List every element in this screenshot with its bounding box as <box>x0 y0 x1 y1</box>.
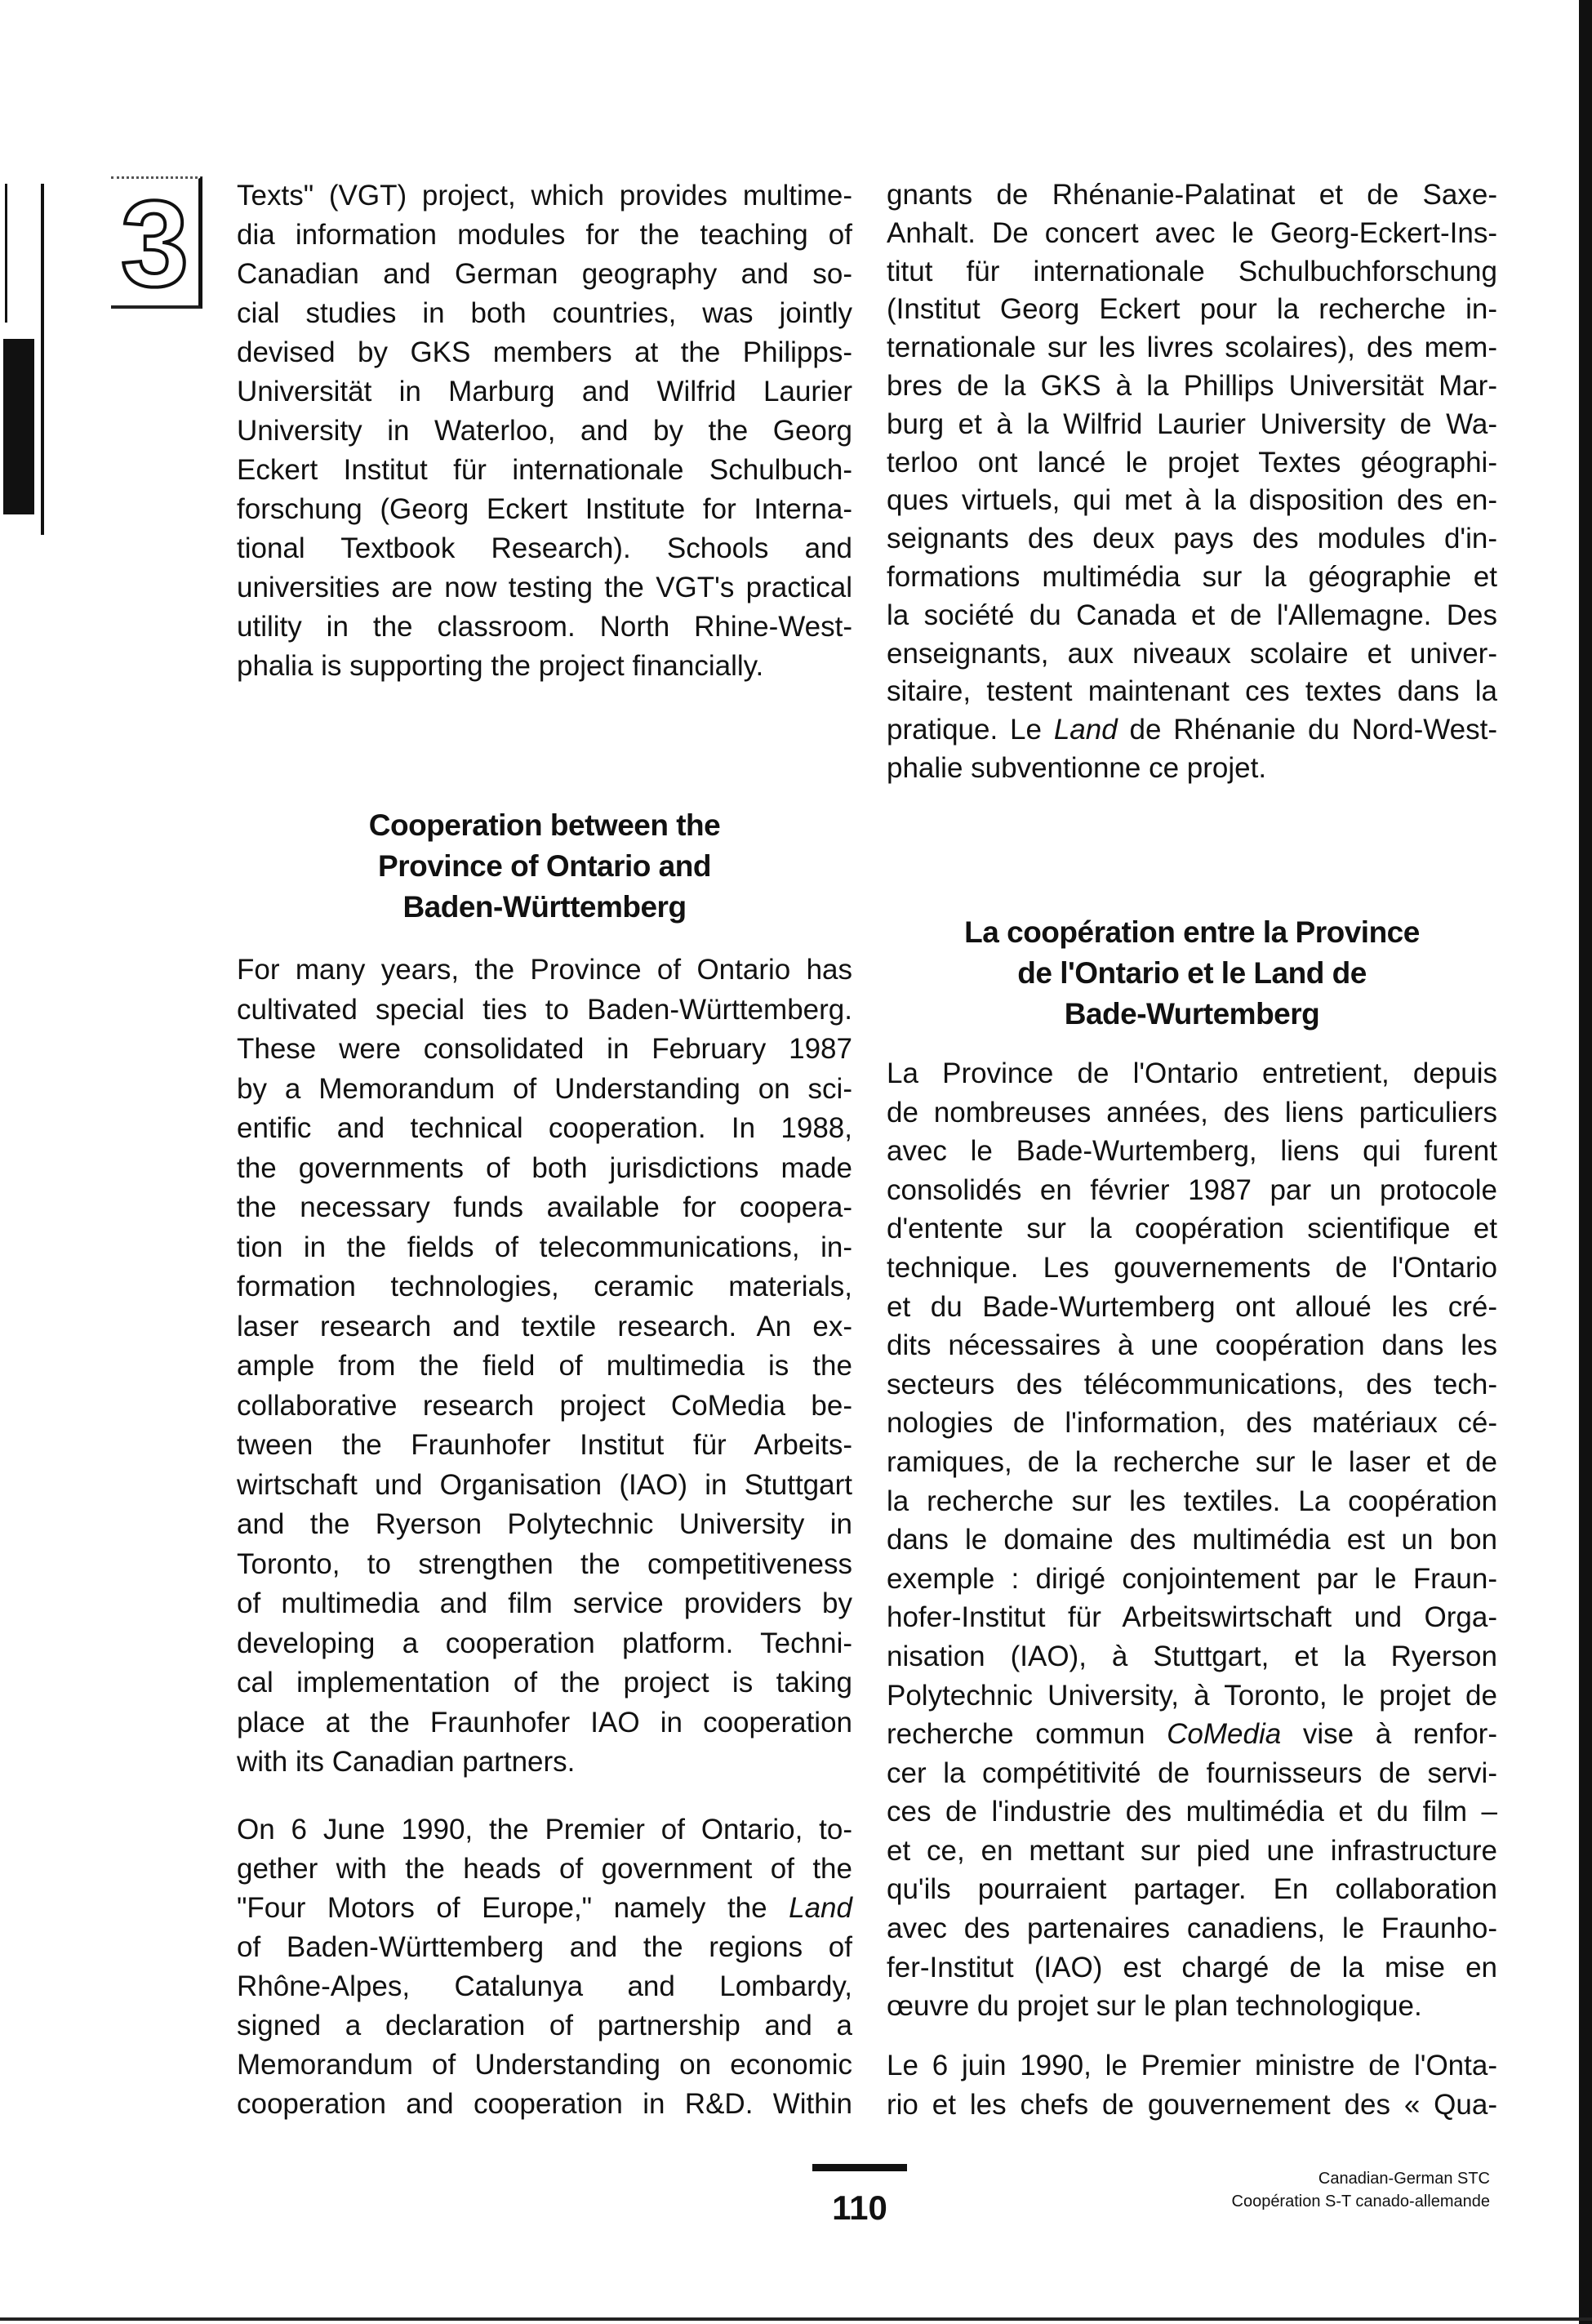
heading-line: Province of Ontario and <box>378 849 711 883</box>
text-line: dans le domaine des multimédia est un bon <box>887 1524 1497 1556</box>
text-line <box>887 1715 1497 1754</box>
text-line: phalie subventionne ce projet. <box>887 751 1267 784</box>
text-line: exemple : dirigé conjointement par le Fraun- <box>887 1562 1497 1595</box>
scan-margin-line <box>41 184 44 535</box>
text-line: On 6 June 1990, the Premier of Ontario, to- <box>237 1814 852 1845</box>
text-line: Memorandum of Understanding on economic <box>237 2049 852 2081</box>
text-line: laser research and textile research. An ex- <box>237 1310 852 1342</box>
text-line: cultivated special ties to Baden-Württemberg. <box>237 993 852 1026</box>
text-line: avec des partenaires canadiens, le Fraunho- <box>887 1912 1497 1945</box>
text-line: phalia is supporting the project financially. <box>237 650 764 682</box>
text-line: fer-Institut (IAO) est chargé de la mise en <box>887 1951 1497 1983</box>
text-line: cial studies in both countries, was jointly <box>237 297 852 329</box>
text-line: University in Waterloo, and by the Georg <box>237 415 852 447</box>
text-line: avec le Bade-Wurtemberg, liens qui furent <box>887 1135 1497 1168</box>
text-line: de nombreuses années, des liens particuliers <box>887 1096 1497 1129</box>
text-line: bres de la GKS à la Phillips Universität Mar- <box>887 369 1497 402</box>
text-line: terloo ont lancé le projet Textes géographi- <box>887 446 1497 479</box>
text-line: forschung (Georg Eckert Institute for Interna- <box>237 493 852 525</box>
text-line: dits nécessaires à une coopération dans les <box>887 1329 1497 1362</box>
text-line: universities are now testing the VGT's practical <box>237 572 852 603</box>
text-line <box>237 1889 852 1928</box>
text-line: of Baden-Württemberg and the regions of <box>237 1931 852 1963</box>
text-line: place at the Fraunhofer IAO in cooperation <box>237 1706 852 1739</box>
running-footer <box>1232 2167 1491 2213</box>
text-line: burg et à la Wilfrid Laurier University de Wa- <box>887 407 1497 440</box>
chapter-marker <box>111 175 202 312</box>
text-line: Canadian and German geography and so- <box>237 258 852 290</box>
text-line: tween the Fraunhofer Institut für Arbeits- <box>237 1429 852 1461</box>
page-number: 110 <box>832 2188 887 2227</box>
text-line: ques virtuels, qui met à la disposition des en- <box>887 484 1497 517</box>
heading-line: Cooperation between the <box>368 808 721 842</box>
heading-line: Baden-Württemberg <box>402 890 687 924</box>
text-line: wirtschaft und Organisation (IAO) in Stuttgart <box>237 1468 852 1501</box>
text-line: formation technologies, ceramic materials, <box>237 1271 852 1302</box>
text-line: (Institut Georg Eckert pour la recherche in- <box>887 293 1497 326</box>
text-line: Toronto, to strengthen the competitiveness <box>237 1547 852 1580</box>
english-paragraph-four-motors <box>237 1810 852 2124</box>
text-line: ramiques, de la recherche sur le laser et de <box>887 1445 1497 1478</box>
text-line: signed a declaration of partnership and a <box>237 2010 852 2041</box>
text-line: by a Memorandum of Understanding on sci- <box>237 1072 852 1105</box>
text-line: consolidés en février 1987 par un protocole <box>887 1173 1497 1206</box>
text-segment: de Rhénanie du Nord-West- <box>1117 714 1497 746</box>
text-line: Polytechnic University, à Toronto, le projet de <box>887 1679 1497 1712</box>
text-line: tional Textbook Research). Schools and <box>237 532 852 564</box>
text-line: devised by GKS members at the Philipps- <box>237 336 852 368</box>
text-line: Le 6 juin 1990, le Premier ministre de l'Onta- <box>887 2050 1497 2081</box>
french-paragraph-vgt <box>887 176 1497 788</box>
heading-line: de l'Ontario et le Land de <box>1017 956 1367 990</box>
french-paragraph-quatre-moteurs <box>887 2046 1497 2124</box>
scan-margin-line <box>5 184 7 323</box>
text-line: formations multimédia sur la géographie et <box>887 560 1497 593</box>
scan-edge-right <box>1579 0 1592 2324</box>
running-title-fr: Coopération S-T canado-allemande <box>1231 2193 1490 2210</box>
text-line: enseignants, aux niveaux scolaire et univer- <box>887 637 1497 670</box>
text-segment: pratique. Le <box>887 714 1054 746</box>
text-line: nisation (IAO), à Stuttgart, et la Ryerson <box>887 1640 1497 1672</box>
text-line: Eckert Institut für internationale Schulbuch- <box>237 454 852 486</box>
text-line: and the Ryerson Polytechnic University in <box>237 1508 852 1540</box>
text-line: Anhalt. De concert avec le Georg-Eckert-Ins- <box>887 216 1497 249</box>
heading-line: La coopération entre la Province <box>964 915 1420 949</box>
text-line: ces de l'industrie des multimédia et du film – <box>887 1796 1497 1828</box>
text-line: entific and technical cooperation. In 1988, <box>237 1112 852 1144</box>
text-line: cer la compétitivité de fournisseurs de servi- <box>887 1756 1497 1789</box>
text-line: rio et les chefs de gouvernement des « Qua- <box>887 2088 1497 2121</box>
text-line: with its Canadian partners. <box>237 1746 576 1778</box>
text-line: cal implementation of the project is taking <box>237 1667 852 1698</box>
text-line: nologies de l'information, des matériaux cé- <box>887 1407 1497 1440</box>
text-line: gnants de Rhénanie-Palatinat et de Saxe- <box>887 179 1497 211</box>
text-line: These were consolidated in February 1987 <box>237 1033 852 1065</box>
text-line: Universität in Marburg and Wilfrid Laurier <box>237 376 852 407</box>
text-segment: vise à renfor- <box>1281 1718 1497 1751</box>
text-line: cooperation and cooperation in R&D. Within <box>237 2088 852 2120</box>
italic-text: CoMedia <box>1167 1718 1282 1751</box>
english-paragraph-ontario <box>237 951 852 1783</box>
text-line: et du Bade-Wurtemberg ont alloué les cré- <box>887 1290 1497 1323</box>
italic-text: Land <box>1053 714 1118 746</box>
text-line: utility in the classroom. North Rhine-West- <box>237 611 852 643</box>
text-line: of multimedia and film service providers by <box>237 1587 852 1619</box>
text-line: seignants des deux pays des modules d'in- <box>887 523 1497 555</box>
text-line: collaborative research project CoMedia be- <box>237 1389 852 1422</box>
text-line: titut für internationale Schulbuchforschung <box>887 255 1497 287</box>
text-line: tion in the fields of telecommunications, in- <box>237 1231 852 1263</box>
footer-rule <box>812 2164 907 2171</box>
text-line: hofer-Institut für Arbeitswirtschaft und Orga- <box>887 1601 1497 1634</box>
text-line: ternationale sur les livres scolaires), des mem- <box>887 332 1497 364</box>
text-line: technique. Les gouvernements de l'Ontario <box>887 1251 1497 1284</box>
text-line: la société du Canada et de l'Allemagne. Des <box>887 599 1497 631</box>
text-line: qu'ils pourraient partager. En collaboration <box>887 1873 1497 1906</box>
english-section-heading <box>237 805 852 928</box>
text-line: developing a cooperation platform. Techni- <box>237 1627 852 1659</box>
text-line: secteurs des télécommunications, des tech- <box>887 1368 1497 1400</box>
text-line <box>887 711 1497 750</box>
text-line: gether with the heads of government of the <box>237 1853 852 1885</box>
scan-edge-bottom <box>0 2317 1592 2321</box>
text-line: la recherche sur les textiles. La coopération <box>887 1485 1497 1517</box>
text-line: the governments of both jurisdictions made <box>237 1151 852 1184</box>
italic-text: Land <box>789 1892 852 1924</box>
text-line: For many years, the Province of Ontario has <box>237 954 852 986</box>
scan-margin-mark <box>3 339 34 514</box>
french-section-heading <box>887 912 1497 1035</box>
text-line: d'entente sur la coopération scientifique et <box>887 1213 1497 1245</box>
text-segment: recherche commun <box>887 1718 1167 1751</box>
text-line: Rhône-Alpes, Catalunya and Lombardy, <box>237 1970 852 2002</box>
chapter-number: 3 <box>120 175 189 312</box>
text-segment: "Four Motors of Europe," namely the <box>237 1892 789 1924</box>
english-paragraph-vgt <box>237 176 852 686</box>
text-line: et ce, en mettant sur pied une infrastructure <box>887 1834 1497 1867</box>
text-line: œuvre du projet sur le plan technologique. <box>887 1990 1422 2023</box>
french-paragraph-ontario <box>887 1054 1497 2026</box>
text-line: sitaire, testent maintenant ces textes dans la <box>887 675 1497 708</box>
heading-line: Bade-Wurtemberg <box>1064 997 1320 1031</box>
text-line: dia information modules for the teaching of <box>237 219 852 251</box>
text-line: the necessary funds available for coopera- <box>237 1191 852 1223</box>
running-title-en: Canadian-German STC <box>1318 2170 1490 2188</box>
text-line: La Province de l'Ontario entretient, depuis <box>887 1057 1497 1089</box>
text-line: ample from the field of multimedia is the <box>237 1350 852 1382</box>
text-line: Texts" (VGT) project, which provides multime- <box>237 180 852 211</box>
